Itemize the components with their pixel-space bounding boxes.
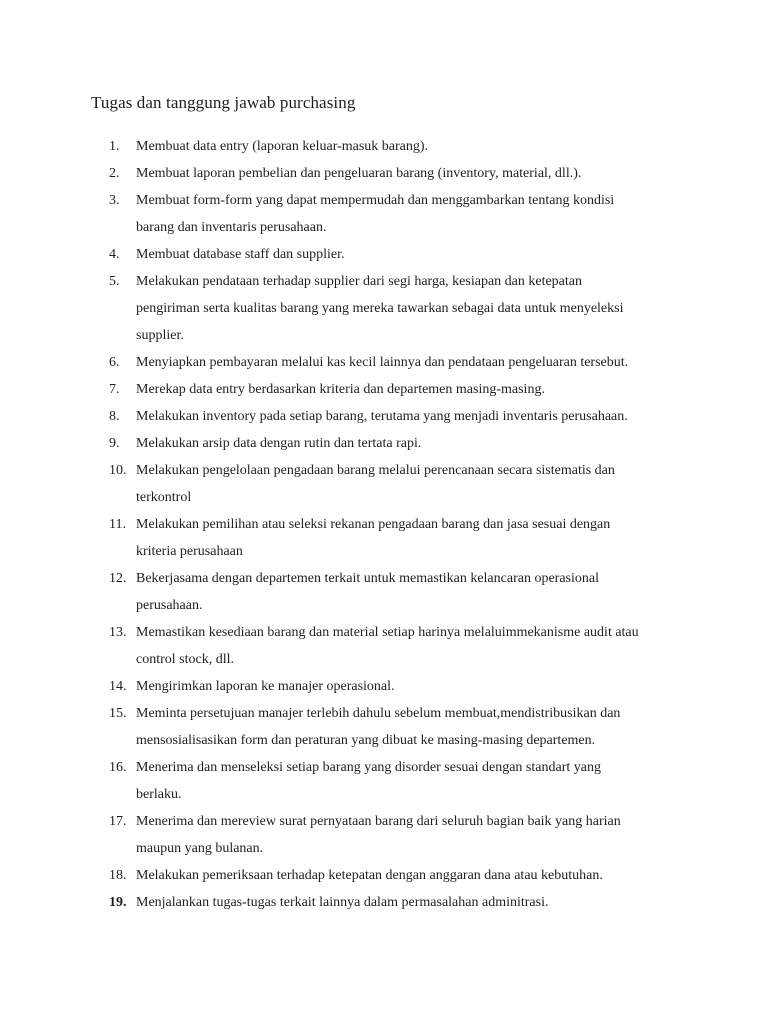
list-item-text xyxy=(136,673,684,700)
list-item-text xyxy=(136,160,684,187)
list-item xyxy=(0,376,768,403)
list-item-number: 11. xyxy=(109,517,126,532)
list-item-text xyxy=(136,754,684,808)
list-item xyxy=(0,241,768,268)
list-item-line: Menerima dan menseleksi setiap barang yang disorder sesuai dengan standart yang xyxy=(136,760,601,775)
list-item-number: 12. xyxy=(109,571,127,586)
list-item-line: Menjalankan tugas-tugas terkait lainnya dalam permasalahan adminitrasi. xyxy=(136,895,549,910)
list-item-line: Membuat database staff dan supplier. xyxy=(136,247,345,262)
list-item-line: maupun yang bulanan. xyxy=(136,841,264,856)
list-item-line: Membuat form-form yang dapat mempermudah dan menggambarkan tentang kondisi xyxy=(136,193,615,208)
list-item-text xyxy=(136,619,684,673)
list-item-number: 5. xyxy=(109,274,120,289)
list-item-number: 14. xyxy=(109,679,127,694)
list-item-line: Menerima dan mereview surat pernyataan barang dari seluruh bagian baik yang harian xyxy=(136,814,621,829)
list-item xyxy=(0,754,768,808)
list-item xyxy=(0,187,768,241)
list-item-number: 3. xyxy=(109,193,120,208)
list-item-text xyxy=(136,268,684,349)
list-item-number: 15. xyxy=(109,706,127,721)
list-item-text xyxy=(136,565,684,619)
list-item-line: berlaku. xyxy=(136,787,182,802)
list-item xyxy=(0,700,768,754)
list-item-line: Memastikan kesediaan barang dan material setiap harinya melaluimmekanisme audit atau xyxy=(136,625,639,640)
list-item-line: Melakukan arsip data dengan rutin dan tertata rapi. xyxy=(136,436,422,451)
list-item-line: Membuat laporan pembelian dan pengeluaran barang (inventory, material, dll.). xyxy=(136,166,582,181)
list-item-line: Melakukan pengelolaan pengadaan barang melalui perencanaan secara sistematis dan xyxy=(136,463,615,478)
list-item-line: barang dan inventaris perusahaan. xyxy=(136,220,327,235)
list-item-line: supplier. xyxy=(136,328,184,343)
list-item-number: 16. xyxy=(109,760,127,775)
list-item-line: Melakukan pemilihan atau seleksi rekanan pengadaan barang dan jasa sesuai dengan xyxy=(136,517,611,532)
list-item-line: Meminta persetujuan manajer terlebih dahulu sebelum membuat,mendistribusikan dan xyxy=(136,706,621,721)
list-item-text xyxy=(136,457,684,511)
list-item-line: Melakukan pendataan terhadap supplier dari segi harga, kesiapan dan ketepatan xyxy=(136,274,583,289)
list-item xyxy=(0,565,768,619)
list-item xyxy=(0,430,768,457)
list-item-number: 6. xyxy=(109,355,120,370)
list-item-line: Menyiapkan pembayaran melalui kas kecil lainnya dan pendataan pengeluaran tersebut. xyxy=(136,355,629,370)
list-item-text xyxy=(136,700,684,754)
list-item-line: terkontrol xyxy=(136,490,192,505)
list-item-line: Melakukan pemeriksaan terhadap ketepatan dengan anggaran dana atau kebutuhan. xyxy=(136,868,603,883)
list-item-text xyxy=(136,889,684,916)
list-item-text xyxy=(136,133,684,160)
list-item xyxy=(0,403,768,430)
list-item-text xyxy=(136,808,684,862)
list-item-line: Merekap data entry berdasarkan kriteria dan departemen masing-masing. xyxy=(136,382,545,397)
list-item-number: 18. xyxy=(109,868,127,883)
list-item-number: 19. xyxy=(109,895,127,910)
list-item-line: perusahaan. xyxy=(136,598,203,613)
list-item-number: 1. xyxy=(109,139,120,154)
list-item-text xyxy=(136,403,684,430)
list-item-line: mensosialisasikan form dan peraturan yang dibuat ke masing-masing departemen. xyxy=(136,733,596,748)
list-item-line: control stock, dll. xyxy=(136,652,234,667)
list-item-line: Bekerjasama dengan departemen terkait untuk memastikan kelancaran operasional xyxy=(136,571,599,586)
list-item xyxy=(0,349,768,376)
list-item-text xyxy=(136,862,684,889)
list-item-line: Melakukan inventory pada setiap barang, terutama yang menjadi inventaris perusahaan. xyxy=(136,409,628,424)
list-item-text xyxy=(136,349,684,376)
list-item xyxy=(0,673,768,700)
list-item xyxy=(0,889,768,916)
list-item-number: 2. xyxy=(109,166,120,181)
list-item xyxy=(0,457,768,511)
task-list xyxy=(0,133,768,916)
list-item-text xyxy=(136,430,684,457)
list-item xyxy=(0,268,768,349)
list-item xyxy=(0,511,768,565)
list-item-text xyxy=(136,187,684,241)
list-item-number: 17. xyxy=(109,814,127,829)
list-item xyxy=(0,133,768,160)
list-item-line: Membuat data entry (laporan keluar-masuk barang). xyxy=(136,139,429,154)
list-item xyxy=(0,160,768,187)
list-item xyxy=(0,808,768,862)
list-item-number: 10. xyxy=(109,463,127,478)
list-item-text xyxy=(136,241,684,268)
list-item-line: Mengirimkan laporan ke manajer operasional. xyxy=(136,679,395,694)
list-item-text xyxy=(136,511,684,565)
list-item-number: 4. xyxy=(109,247,120,262)
list-item-number: 13. xyxy=(109,625,127,640)
list-item-text xyxy=(136,376,684,403)
page-title: Tugas dan tanggung jawab purchasing xyxy=(91,93,356,112)
list-item xyxy=(0,619,768,673)
list-item-line: kriteria perusahaan xyxy=(136,544,243,559)
list-item-number: 8. xyxy=(109,409,120,424)
list-item-number: 7. xyxy=(109,382,120,397)
list-item-number: 9. xyxy=(109,436,120,451)
list-item-line: pengiriman serta kualitas barang yang mereka tawarkan sebagai data untuk menyeleksi xyxy=(136,301,624,316)
list-item xyxy=(0,862,768,889)
